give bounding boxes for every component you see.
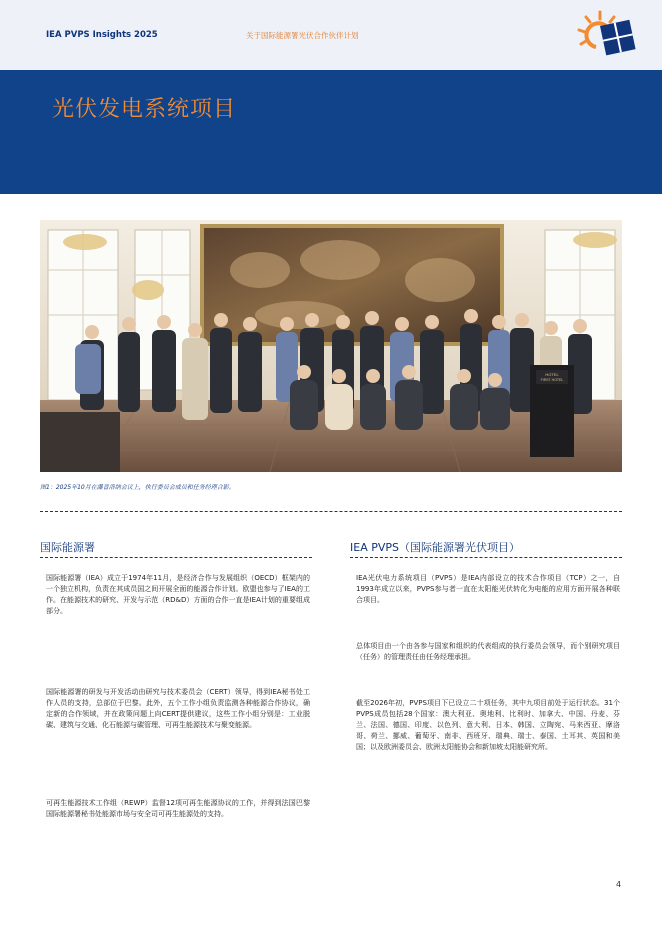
page-header [0, 0, 662, 70]
left-paragraph-3: 可再生能源技术工作组（REWP）监督12项可再生能源协议的工作，并得到法国巴黎国际能源署秘书处能源市场与安全司可再生能源处的支持。 [46, 799, 310, 818]
lectern-sign-line2: FIRST HOTEL [540, 378, 564, 382]
right-paragraph-3: 截至2026年初，PVPS项目下已设立二十项任务，其中九项目前处于运行状态。31个PVPS成员包括28个国家：澳大利亚、奥地利、比利时、加拿大、中国、丹麦、芬兰、法国、德国、印度、以色列、意大利、日本、韩国、立陶宛、马来西亚、摩洛哥、荷兰、挪威、葡萄牙、南非、西班牙、瑞典、瑞士、泰国、土耳其、英国和美国；以及欧洲委员会、欧洲太阳能协会和新加坡太阳能研究所。 [356, 699, 620, 751]
left-paragraph-1: 国际能源署（IEA）成立于1974年11月，是经济合作与发展组织（OECD）框架内的一个独立机构，负责在其成员国之间开展全面的能源合作计划。欧盟也参与了IEA的工作。在能源技术的研究、开发与示范（RD&D）方面的合作一直是IEA计划的重要组成部分。 [46, 574, 310, 615]
publication-brand: IEA PVPS Insights 2025 [46, 30, 158, 40]
right-column-heading: IEA PVPS（国际能源署光伏项目） [350, 541, 520, 554]
left-column-heading: 国际能源署 [40, 541, 95, 554]
title-banner [0, 70, 662, 194]
lectern-sign-line1: HOTEL [545, 372, 559, 377]
page-number: 4 [616, 880, 622, 889]
page-title: 光伏发电系统项目 [52, 97, 237, 122]
pvps-sun-panel-logo-icon [574, 10, 636, 64]
photo-caption: 图1：2025年10月在瀑普洛纳会议上，执行委员会成员和任务经理合影。 [40, 484, 235, 491]
section-divider [40, 511, 622, 512]
right-paragraph-1: IEA光伏电力系统项目（PVPS）是IEA内部设立的技术合作项目（TCP）之一，自1993年成立以来，PVPS参与者一直在太阳能光伏转化为电能的应用方面开展各种联合项目。 [356, 574, 620, 604]
group-photo [40, 220, 622, 472]
left-paragraph-2: 国际能源署的研发与开发活动由研究与技术委员会（CERT）领导，得到IEA秘书处工作人员的支持，总部位于巴黎。此外，五个工作小组负责监测各种能源合作协议，确定新的合作领域，并在政策问题上向CERT提供建议，这些工作小组分别是：工业脱碳、建筑与交通、化石能源与碳管理、可再生能源技术与聚变能源。 [46, 688, 310, 729]
right-column-rule [350, 557, 622, 558]
running-title: 关于国际能源署光伏合作伙伴计划 [246, 31, 359, 40]
group-photo-illustration [40, 220, 622, 472]
right-paragraph-2: 总体项目由一个由各参与国家和组织的代表组成的执行委员会领导，而个别研究项目（任务）的管理责任由任务经理承担。 [356, 642, 620, 661]
left-column-rule [40, 557, 312, 558]
